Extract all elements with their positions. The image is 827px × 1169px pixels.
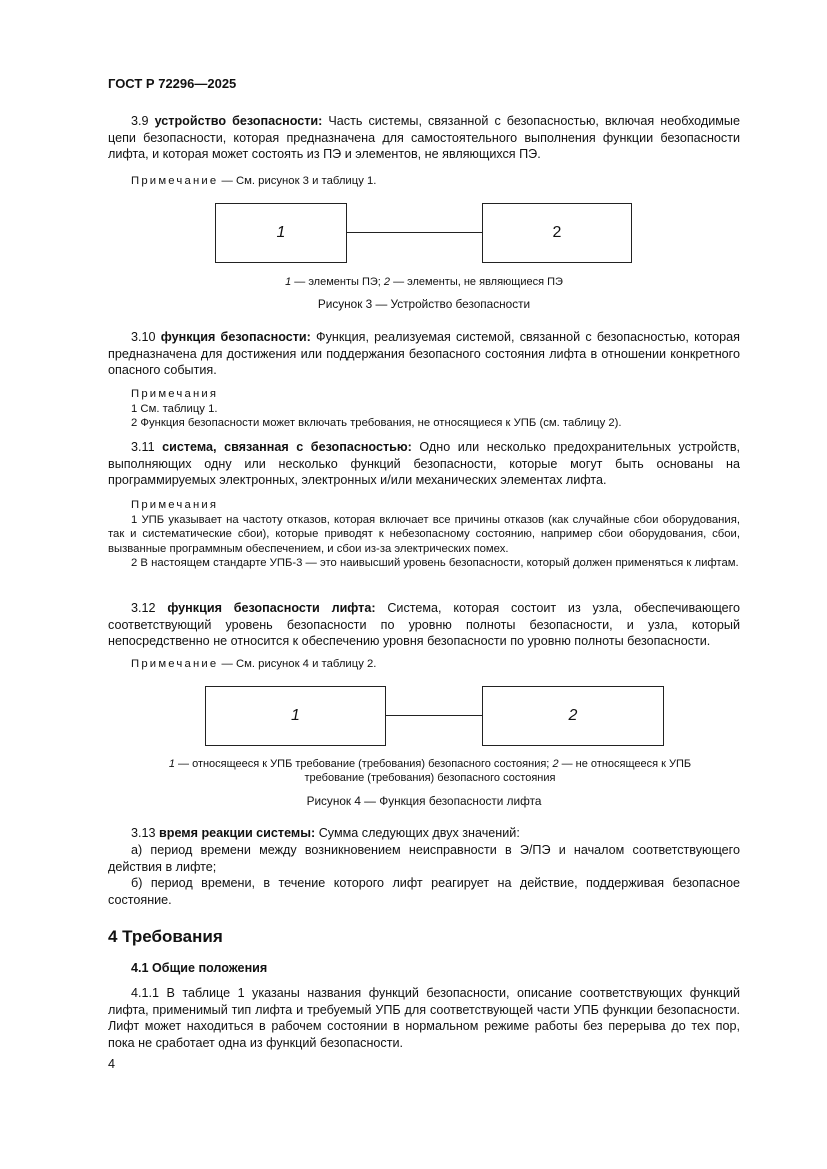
clause-4-1-1: 4.1.1 В таблице 1 указаны названия функций безопасности, описание соответствующих функций лифта, применимый тип лифта и требуемый УПБ для соответствующей части УПБ функции безопасности. Лифт может находиться в рабочем состоянии в нормальном режиме работы без перерыва до тех пор, пока не сработает одна из функций безопасности.: [108, 986, 740, 1050]
term: функция безопасности:: [160, 330, 311, 344]
term: время реакции системы:: [159, 826, 316, 840]
clause-number: 3.10: [131, 330, 156, 344]
figure3-box-2: 2: [482, 203, 632, 263]
clause-3-11: [108, 439, 740, 489]
notes-3-10: [108, 387, 740, 431]
note-label: Примечание: [131, 658, 219, 670]
figure4-box-1: 1: [205, 686, 386, 746]
definition: Функция, реализуемая системой, связанной с безопасностью, которая предназначена для достижения или поддержания безопасного состояния лифта в отношении конкретного опасного события.: [108, 330, 740, 378]
legend-key: 1: [168, 758, 175, 770]
legend-text: — не относящееся к УПБ требование (требования) безопасного состояния: [304, 758, 692, 784]
legend-key: 1: [285, 276, 292, 288]
clause-3-12: [108, 600, 740, 650]
subsection-heading: 4.1 Общие положения: [131, 961, 268, 975]
term: система, связанная с безопасностью:: [162, 440, 412, 454]
note-item: 1 УПБ указывает на частоту отказов, которая включает все причины отказов (как случайные сбои оборудования, так и систематические сбои), которые приводят к небезопасному состоянию, например сбои оборудования, сбои, вызванные программным обеспечением, и сбои из-за электрических помех.: [108, 513, 740, 555]
note-label: Примечание: [131, 175, 219, 187]
clause-number: 3.11: [131, 440, 155, 454]
legend-key: 2: [383, 276, 391, 288]
figure3-legend: [108, 275, 740, 289]
legend-text: — относящееся к УПБ требование (требования) безопасного состояния;: [174, 758, 553, 770]
clause-number: 3.12: [131, 601, 156, 615]
clause-3-13-item-b: б) период времени, в течение которого лифт реагирует на действие, поддерживая безопасное состояние.: [108, 876, 740, 907]
definition: Система, которая состоит из узла, обеспечивающего соответствующий уровень безопасности по уровню полноты безопасности, и узла, который непосредственно не относится к обеспечению уровня безопасности по уровню полноты безопасности.: [108, 601, 740, 649]
figure4-legend: [155, 757, 705, 785]
legend-key: 2: [552, 758, 559, 770]
definition: Сумма следующих двух значений:: [315, 826, 520, 840]
document-header: ГОСТ Р 72296—2025: [108, 76, 237, 91]
definition: Часть системы, связанной с безопасностью, включая необходимые цепи безопасности, которая предназначена для самостоятельного выполнения функции безопасности лифта, и которая может состоять из ПЭ и элементов, не являющихся ПЭ.: [108, 114, 740, 162]
clause-number: 3.9: [131, 114, 149, 128]
notes-3-11: [108, 498, 740, 571]
note-3-9: [108, 174, 740, 189]
clause-3-13-item-a: а) период времени между возникновением неисправности в Э/ПЭ и началом соответствующего действия в лифте;: [108, 843, 740, 874]
figure4-connector: [385, 715, 482, 716]
note-text: — См. рисунок 4 и таблицу 2.: [218, 658, 377, 670]
clause-3-13: [108, 825, 740, 842]
page-number: 4: [108, 1057, 116, 1071]
note-item: 2 Функция безопасности может включать требования, не относящиеся к УПБ (см. таблицу 2).: [131, 417, 622, 430]
clause-3-9: [108, 113, 740, 163]
figure3-caption: Рисунок 3 — Устройство безопасности: [317, 297, 531, 311]
section-heading: 4 Требования: [108, 927, 223, 946]
figure4-caption: Рисунок 4 — Функция безопасности лифта: [306, 794, 542, 808]
legend-text: — элементы ПЭ;: [291, 276, 384, 288]
definition: Одно или несколько предохранительных устройств, выполняющих одну или несколько функций безопасности, которые могут быть основаны на программируемых электронных, электронных и/или механических элементах лифта.: [108, 440, 741, 488]
term: функция безопасности лифта:: [167, 601, 376, 615]
legend-text: — элементы, не являющиеся ПЭ: [390, 276, 563, 288]
term: устройство безопасности:: [154, 114, 323, 128]
note-3-12: [108, 657, 740, 672]
notes-label: Примечания: [131, 388, 219, 400]
note-item: 2 В настоящем стандарте УПБ-3 — это наивысший уровень безопасности, который должен применяться к лифтам.: [131, 557, 739, 570]
notes-label: Примечания: [131, 499, 219, 511]
clause-number: 3.13: [131, 826, 156, 840]
note-text: — См. рисунок 3 и таблицу 1.: [218, 175, 377, 187]
figure3-connector: [346, 232, 482, 233]
figure4-box-2: 2: [482, 686, 664, 746]
figure3-box-1: 1: [215, 203, 347, 263]
clause-3-10: [108, 329, 740, 379]
note-item: 1 См. таблицу 1.: [131, 402, 218, 415]
